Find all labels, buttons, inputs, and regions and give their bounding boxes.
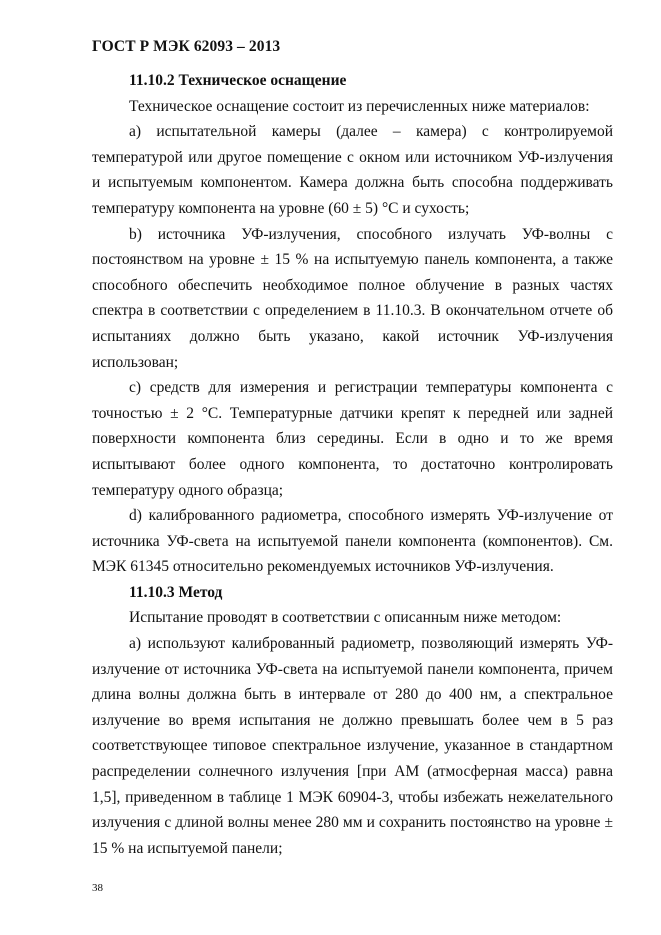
section-11-10-3-intro: Испытание проводят в соответствии с описанным ниже методом: — [129, 609, 562, 627]
section-11-10-3-title: 11.10.3 Метод — [129, 583, 223, 601]
section-11-10-2-title: 11.10.2 Техническое оснащение — [129, 72, 347, 89]
method-item-a: а) используют калиброванный радиометр, позволяющий измерять УФ-излучение от источника УФ-света на испытуемой панели компонента, причем длина волны должна быть в интервале от 280 до 400 нм, а спектральное излучение во время испытания не должно превышать более чем в 5 раз соответствующее типовое спектральное излучение, указанное в стандартном распределении солнечного излучения [при АМ (атмосферная масса) равна 1,5], приведенном в таблице 1 МЭК 60904-3, чтобы избежать нежелательного излучения с длиной волны менее 280 мм и сохранить постоянство на уровне ± 15 % на испытуемой панели; — [92, 635, 613, 857]
page-number: 38 — [92, 882, 103, 894]
equipment-item-a: а) испытательной камеры (далее – камера) с контролируемой температурой или другое помещение с окном или источником УФ-излучения и испытуемым компонентом. Камера должна быть способна поддерживать температуру компонента на уровне (60 ± 5) °С и сухость; — [92, 123, 613, 217]
standard-header: ГОСТ Р МЭК 62093 – 2013 — [92, 38, 281, 55]
document-body — [92, 68, 613, 861]
equipment-item-c: с) средств для измерения и регистрации температуры компонента с точностью ± 2 °С. Температурные датчики крепят к передней или задней поверхности компонента близ середины. Если в одно и то же время испытывают более одного компонента, то достаточно контролировать температуру одного образца; — [92, 379, 613, 499]
section-11-10-2-intro: Техническое оснащение состоит из перечисленных ниже материалов: — [129, 97, 590, 115]
equipment-item-b: b) источника УФ-излучения, способного излучать УФ-волны с постоянством на уровне ± 15 % на испытуемую панель компонента, а также способного обеспечить необходимое полное облучение в разных частях спектра в соответствии с определением в 11.10.3. В окончательном отчете об испытаниях должно быть указано, какой источник УФ-излучения использован; — [92, 225, 613, 371]
equipment-item-d: d) калиброванного радиометра, способного измерять УФ-излучение от источника УФ-света на испытуемой панели компонента (компонентов). См. МЭК 61345 относительно рекомендуемых источников УФ-излучения. — [92, 507, 613, 576]
